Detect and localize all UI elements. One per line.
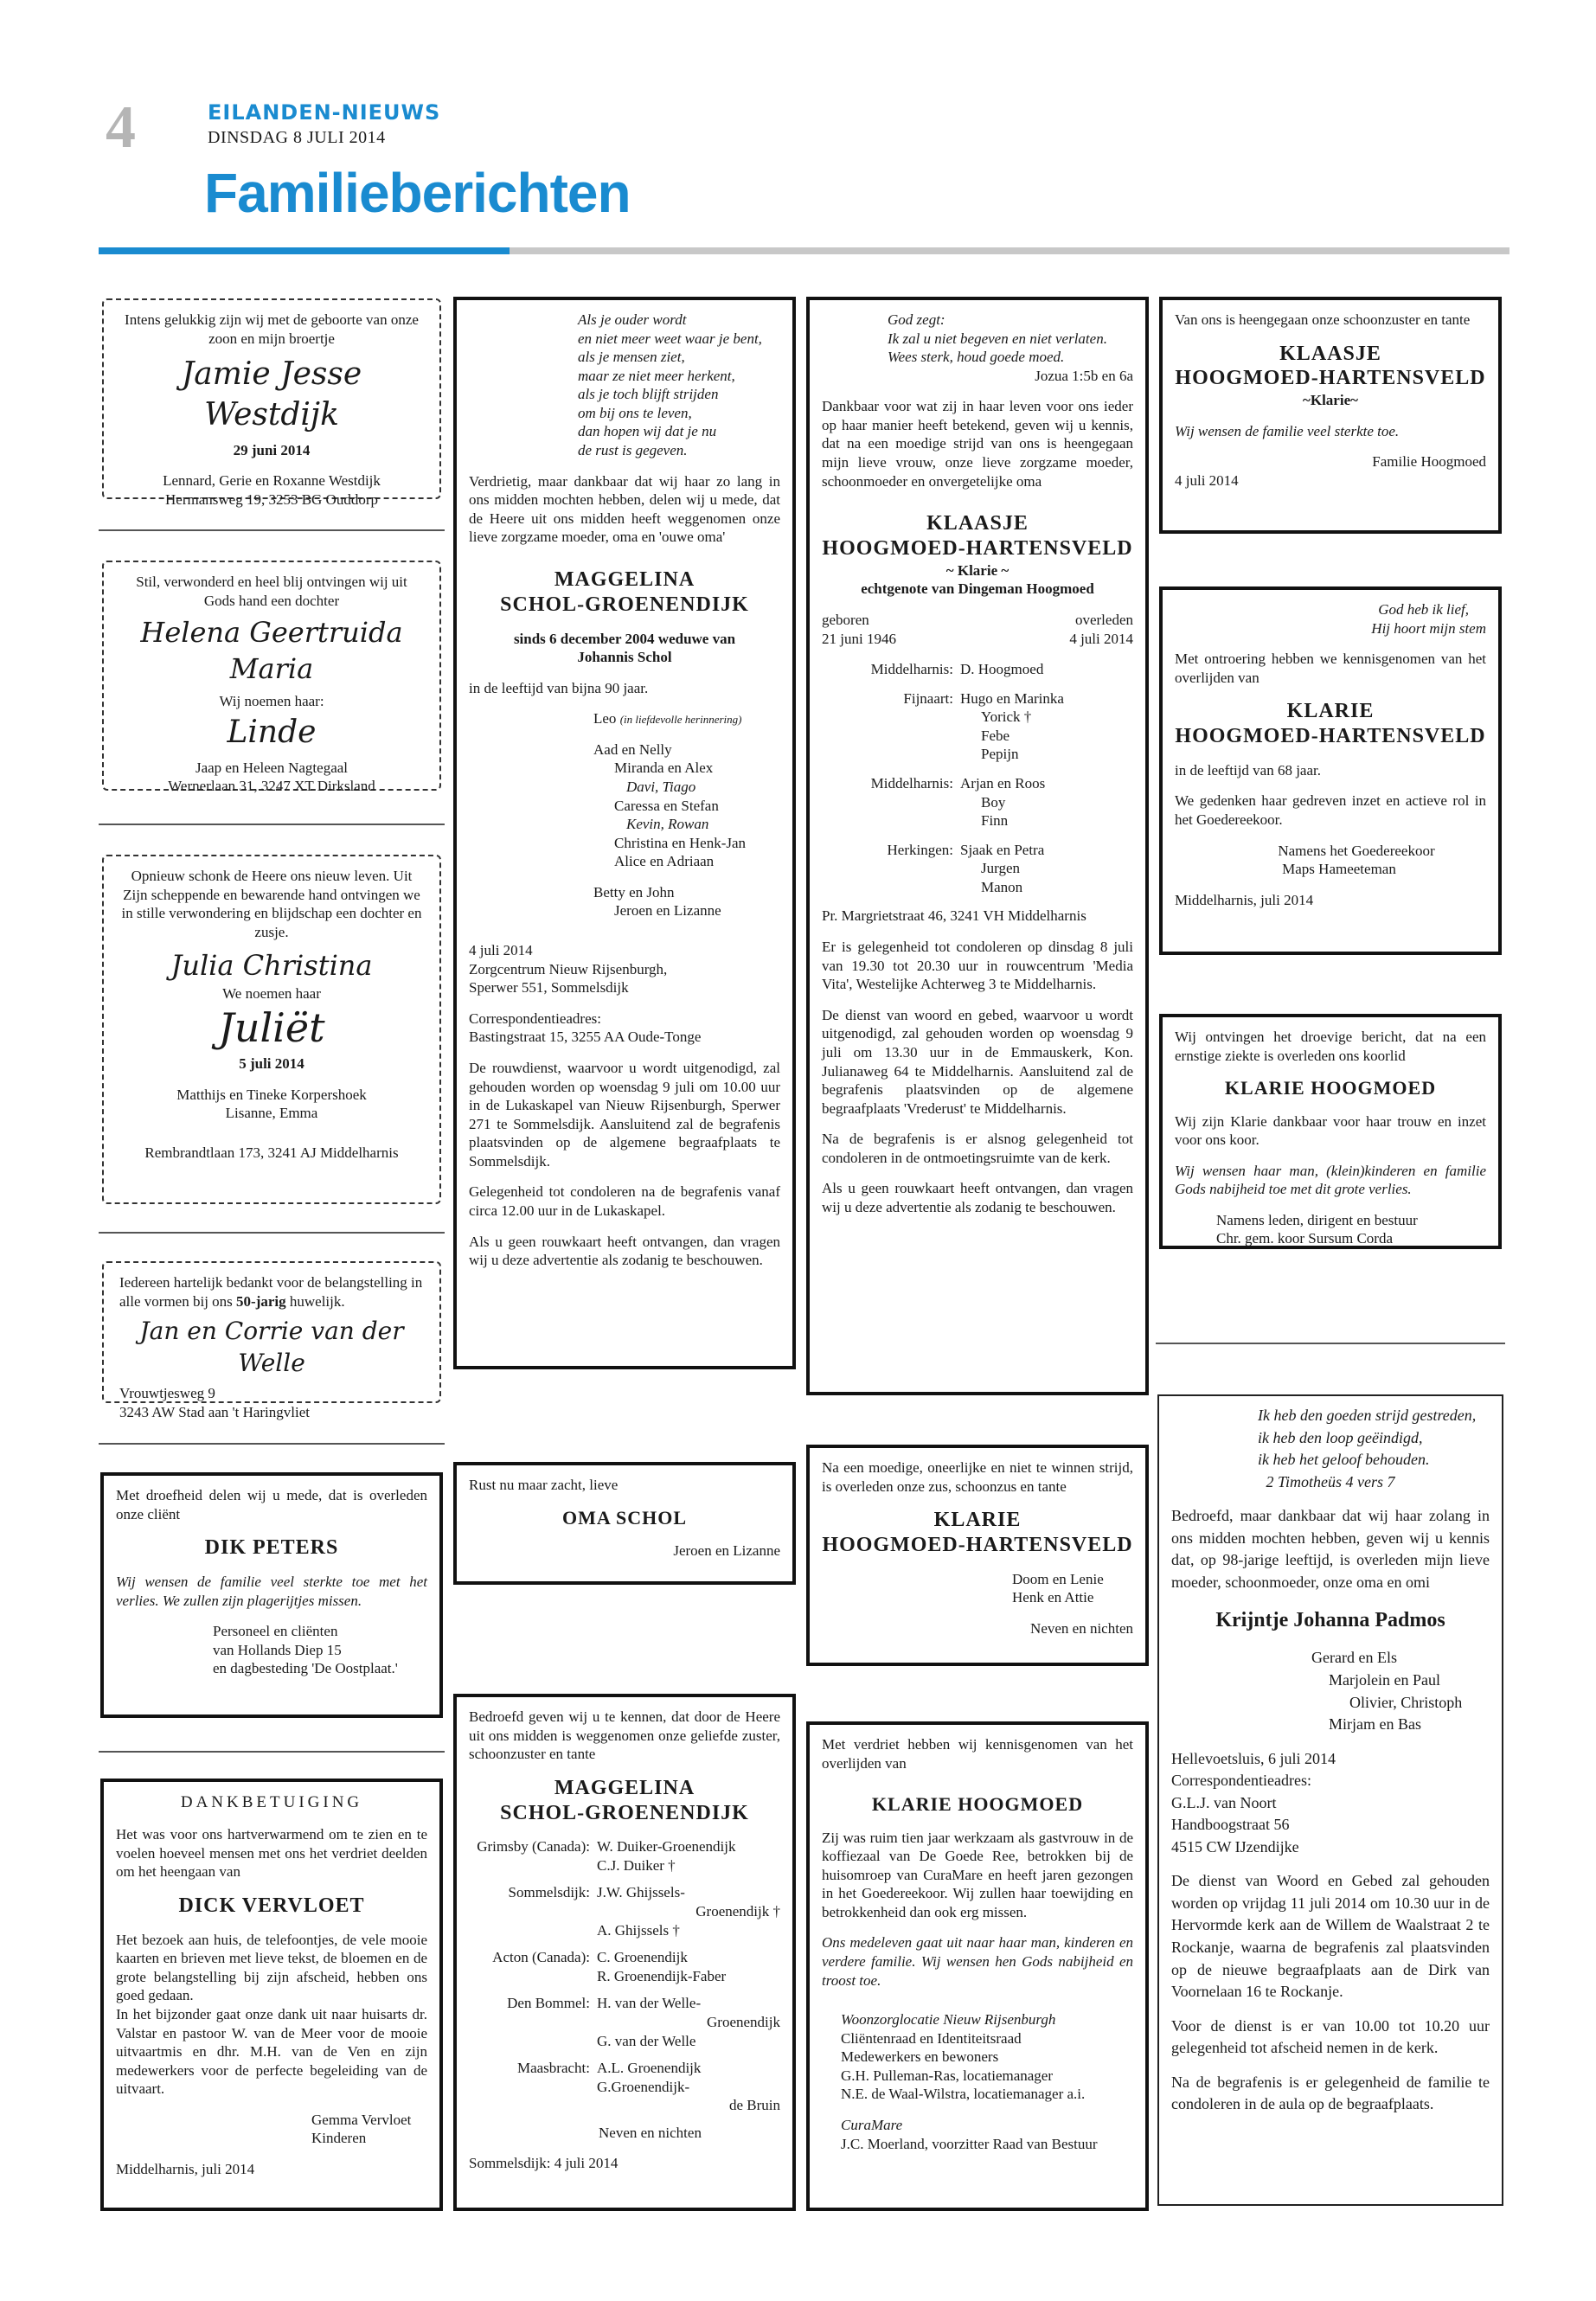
poem — [469, 311, 780, 460]
deceased-name: KLARIE HOOGMOED — [1224, 1077, 1437, 1099]
announcement-intro: Wij ontvingen het droevige bericht, dat na een ernstige ziekte is overleden ons koorlid — [1175, 1029, 1486, 1064]
relative-name: C. Groenendijk — [597, 1949, 688, 1966]
family-member: Kevin, Rowan — [626, 816, 709, 833]
verse-line: ik heb den loop geëindigd, — [1258, 1428, 1423, 1446]
column-divider — [99, 1232, 445, 1234]
address: Wernerlaan 31, 3247 XT Dirksland — [168, 778, 375, 795]
page-number: 4 — [106, 94, 136, 161]
relative-name: Groenendijk — [707, 2013, 780, 2030]
relative-name: Groenendijk † — [695, 1903, 780, 1920]
correspondence-address: Handboogstraat 56 — [1171, 1816, 1290, 1834]
signature-line: J.C. Moerland, voorzitter Raad van Bestuur — [841, 2135, 1098, 2152]
family-member: Mirjam en Bas — [1329, 1715, 1421, 1734]
signature-line: Neven en nichten — [1030, 1619, 1133, 1637]
nephews-nieces: Neven en nichten — [599, 2124, 702, 2141]
signature-line: Jeroen en Lizanne — [673, 1541, 780, 1559]
address: Pr. Margrietstraat 46, 3241 VH Middelharnis — [822, 907, 1086, 925]
relative-name: Arjan en Roos — [960, 775, 1046, 792]
obituary-klarie-choir — [1159, 586, 1502, 955]
relatives-place: Herkingen: — [887, 841, 953, 858]
death-date: 4 juli 2014 — [469, 942, 533, 959]
farewell-info: Voor de dienst is er van 10.00 tot 10.20 uur gelegenheid tot afscheid nemen in de kerk. — [1171, 2016, 1490, 2057]
born-date: 21 juni 1946 — [822, 630, 896, 647]
deceased-name: Krijntje Johanna Padmos — [1215, 1609, 1445, 1632]
family-member: Marjolein en Paul — [1329, 1671, 1440, 1689]
family-member: Alice en Adriaan — [614, 853, 715, 870]
verse-line: ik heb het geloof behouden. — [1258, 1451, 1430, 1469]
relatives-row — [822, 660, 1133, 679]
obituary-maggelina-siblings — [453, 1694, 796, 2211]
verse-reference: 2 Timotheüs 4 vers 7 — [1266, 1472, 1395, 1490]
deceased-name: DIK PETERS — [204, 1536, 339, 1560]
relative-name: J.W. Ghijssels- — [597, 1884, 685, 1901]
announcement-intro: Dankbaar voor wat zij in haar leven voor ons ieder op haar manier heeft betekend, geven wij u kennis, dat na een moedige strijd van ons is heengegaan mijn lieve vrouw, onze lieve zorgzame moeder, schoonmoeder en onvergetelijke oma — [822, 398, 1133, 490]
relatives-place: Middelharnis: — [870, 775, 953, 792]
signature-line: van Hollands Diep 15 — [213, 1641, 342, 1658]
family-member: Aad en Nelly — [593, 740, 672, 758]
born-label: geboren — [822, 611, 869, 628]
relative-name: G.Groenendijk- — [597, 2078, 690, 2095]
correspondence-label: Correspondentieadres: — [469, 1009, 601, 1027]
deceased-surname: HOOGMOED-HARTENSVELD — [822, 537, 1133, 560]
child-name: Helena Geertruida Maria — [140, 616, 403, 685]
deceased-surname: HOOGMOED-HARTENSVELD — [1175, 725, 1486, 748]
relative-name: Yorick † — [981, 708, 1032, 726]
announcement-intro: Rust nu maar zacht, lieve — [469, 1477, 619, 1493]
relatives-row — [469, 1883, 780, 1939]
deceased-first-name: MAGGELINA — [554, 567, 695, 591]
birth-announcement-jamie — [102, 298, 441, 508]
poem-line: Als je ouder wordt — [578, 311, 687, 328]
child-nickname: Linde — [227, 714, 317, 750]
relative-name: Hugo en Marinka — [960, 689, 1064, 707]
relative-name: Finn — [981, 812, 1009, 830]
column-divider — [99, 1751, 445, 1753]
relative-name: H. van der Welle- — [597, 1995, 702, 2012]
family-member: Davi, Tiago — [626, 779, 696, 795]
issue-date: DINSDAG 8 JULI 2014 — [208, 128, 386, 147]
funeral-service: De dienst van woord en gebed, waarvoor u wordt uitgenodigd, zal gehouden worden op woensdag 9 juli om 13.30 uur in de Emmauskerk, Kon. Julianaweg 64 te Middelharnis. Aansluitend zal de begrafenis plaatsvinden op de algemene begraafplaats 'Vrederust' te Middelharnis. — [822, 1006, 1133, 1117]
nickname-label: Wij noemen haar: — [219, 693, 324, 710]
birth-date: 29 juni 2014 — [233, 441, 311, 458]
thanks-text — [119, 1273, 424, 1311]
signature-line: Namens leden, dirigent en bestuur — [1216, 1211, 1418, 1228]
deceased-first-name: KLARIE — [933, 1509, 1022, 1532]
poem-line: dan hopen wij dat je nu — [578, 423, 717, 440]
poem-line: de rust is gegeven. — [578, 442, 688, 459]
condolence-info: Er is gelegenheid tot condoleren op dinsdag 8 juli van 19.30 tot 20.30 uur in rouwcentrum 'Media Vita', Westelijke Achterweg 3 te Middelharnis. — [822, 939, 1133, 993]
signature-line: N.E. de Waal-Wilstra, locatiemanager a.i. — [841, 2086, 1086, 2103]
notice-heading: DANKBETUIGING — [180, 1793, 363, 1811]
relative-name: A. Ghijssels † — [597, 1921, 680, 1939]
funeral-service: De dienst van Woord en Gebed zal gehouden worden op vrijdag 11 juli 2014 om 10.30 uur in de Hervormde kerk aan de Willem de Waalstraat 2 te Rockanje, waarna de begrafenis zal plaatsvinden op de nieuwe begraafplaats aan de Dirk van Voornelaan 16 te Rockanje. — [1171, 1872, 1490, 2001]
relative-name: R. Groenendijk-Faber — [597, 1967, 727, 1984]
column-divider — [99, 824, 445, 825]
thanks-text-bold: 50-jarig — [236, 1292, 286, 1310]
relative-name: C.J. Duiker † — [597, 1856, 676, 1874]
anniversary-thanks — [102, 1261, 441, 1420]
family-member: Caressa en Stefan — [614, 797, 719, 814]
child-name: Julia Christina — [170, 949, 373, 983]
thank-you-dick-vervloet — [100, 1779, 443, 2211]
widow-of: sinds 6 december 2004 weduwe van Johannis Schol — [513, 630, 736, 666]
correspondence-address: G.L.J. van Noort — [1171, 1793, 1277, 1811]
announcement-intro: Bedroefd geven wij u te kennen, dat door de Heere uit ons midden is weggenomen onze geliefde zuster, schoonzuster en tante — [469, 1708, 780, 1763]
tribute-text: We gedenken haar gedreven inzet en actieve rol in het Goedereekoor. — [1175, 792, 1486, 829]
deceased-name: KLARIE HOOGMOED — [871, 1793, 1084, 1816]
deceased-nickname: ~ Klarie ~ — [945, 561, 1010, 579]
child-nickname: Juliët — [218, 1004, 325, 1052]
family-member: Jeroen en Lizanne — [614, 902, 721, 920]
place-date: Hellevoetsluis, 6 juli 2014 — [1171, 1749, 1336, 1767]
relatives-row — [469, 2059, 780, 2115]
header-rule — [510, 247, 1509, 254]
family-member: Olivier, Christoph — [1349, 1693, 1463, 1711]
memorial-note: (in liefdevolle herinnering) — [619, 713, 742, 727]
relative-name: Manon — [981, 878, 1023, 895]
bible-verse — [1171, 1405, 1490, 1471]
correspondence-address: 4515 CW IJzendijke — [1171, 1837, 1299, 1856]
announcement-intro: Van ons is heengegaan onze schoonzuster en tante — [1175, 311, 1471, 328]
announcement-intro: Met ontroering hebben we kennisgenomen van het overlijden van — [1175, 651, 1486, 686]
relatives-row — [822, 774, 1133, 830]
announcement-intro: Met verdriet hebben wij kennisgenomen van het overlijden van — [822, 1736, 1133, 1772]
signature-line: Familie Hoogmoed — [1372, 453, 1486, 471]
verse-line: God heb ik lief, — [1378, 601, 1469, 618]
deceased-surname: SCHOL-GROENENDIJK — [500, 1801, 749, 1824]
signature-line: Personeel en cliënten — [213, 1623, 338, 1640]
no-card-notice: Als u geen rouwkaart heeft ontvangen, dan vragen wij u deze advertentie als zodanig te beschouwen. — [469, 1233, 780, 1269]
condolence-wish: Wij wensen haar man, (klein)kinderen en familie Gods nabijheid toe met dit grote verlies. — [1175, 1162, 1486, 1198]
life-dates — [822, 611, 1133, 648]
relative-name: Pepijn — [981, 746, 1019, 763]
verse-line: Ik heb den goeden strijd gestreden, — [1258, 1407, 1477, 1424]
died-date: 4 juli 2014 — [1069, 630, 1133, 647]
relative-name: W. Duiker-Groenendijk — [597, 1838, 736, 1856]
location: Sperwer 551, Sommelsdijk — [469, 979, 629, 997]
location: Zorgcentrum Nieuw Rijsenburgh, — [469, 960, 668, 977]
signature-line: Henk en Attie — [1012, 1589, 1094, 1606]
couple-names: Jan en Corrie van der Welle — [139, 1317, 404, 1377]
family-member: Leo — [593, 710, 617, 727]
birth-announcement-linde — [102, 561, 441, 795]
deceased-first-name: MAGGELINA — [554, 1776, 695, 1799]
verse-line: God zegt: — [888, 311, 945, 328]
organisation: Woonzorglocatie Nieuw Rijsenburgh — [841, 2011, 1056, 2029]
signature-line: Doom en Lenie — [1012, 1570, 1104, 1587]
announcement-intro: Opnieuw schonk de Heere ons nieuw leven. Uit Zijn scheppende en bewarende hand ontvingen we in stille verwondering en blijdschap een dochter en zusje. — [121, 868, 422, 940]
obituary-klaasje-family — [806, 297, 1149, 1395]
parents: Lennard, Gerie en Roxanne Westdijk — [163, 472, 381, 490]
place-date: 4 juli 2014 — [1175, 471, 1239, 489]
relatives-place: Middelharnis: — [870, 661, 953, 678]
family-member: Christina en Henk-Jan — [614, 834, 747, 851]
relative-name: Boy — [981, 793, 1006, 811]
deceased-first-name: KLAASJE — [1279, 342, 1381, 365]
condolence-info: Gelegenheid tot condoleren na de begrafenis vanaf circa 12.00 uur in de Lukaskapel. — [469, 1183, 780, 1219]
parents: Matthijs en Tineke Korpershoek — [176, 1086, 367, 1103]
family-member: Betty en John — [593, 883, 675, 901]
poem-line: als je mensen ziet, — [578, 349, 685, 366]
relative-name: G. van der Welle — [597, 2032, 696, 2049]
relative-name: Jurgen — [981, 860, 1021, 877]
announcement-intro: Bedroefd, maar dankbaar dat wij haar zolang in ons midden mochten hebben, geven wij u kennis dat, op 98-jarige leeftijd, is overleden mijn lieve moeder, schoonmoeder, onze oma en omi — [1171, 1507, 1490, 1591]
deceased-nickname: ~Klarie~ — [1303, 392, 1358, 409]
relatives-row — [469, 1837, 780, 1875]
obituary-klaasje-inlaws — [1159, 297, 1502, 534]
family-member: Miranda en Alex — [614, 760, 714, 777]
announcement-intro: Na een moedige, oneerlijke en niet te winnen strijd, is overleden onze zus, schoonzus en tante — [822, 1459, 1133, 1495]
condolence-info: Na de begrafenis is er gelegenheid de familie te condoleren in de aula op de begraafplaats. — [1171, 2073, 1490, 2113]
tribute-text: Wij zijn Klarie dankbaar voor haar trouw en inzet voor ons koor. — [1175, 1112, 1486, 1149]
signature-line: Kinderen — [311, 2130, 367, 2147]
no-card-notice: Als u geen rouwkaart heeft ontvangen, dan vragen wij u deze advertentie als zodanig te beschouwen. — [822, 1180, 1133, 1215]
announcement-intro: Het was voor ons hartverwarmend om te zien en te voelen hoeveel mensen met ons het verdriet deelden om het heengaan van — [116, 1826, 427, 1881]
relative-name: Sjaak en Petra — [960, 841, 1045, 858]
place-date: Sommelsdijk: 4 juli 2014 — [469, 2155, 619, 2172]
header-rule-accent — [99, 247, 510, 254]
relatives-place: Sommelsdijk: — [508, 1884, 590, 1901]
obituary-krijntje-padmos — [1157, 1394, 1503, 2206]
correspondence-label: Correspondentieadres: — [1171, 1772, 1311, 1790]
obituary-klarie-sursum-corda — [1159, 1014, 1502, 1249]
signature-line: Medewerkers en bewoners — [841, 2048, 999, 2066]
street: Vrouwtjesweg 9 — [119, 1384, 215, 1401]
address: Hermansweg 19, 3253 BG Ouddorp — [165, 490, 378, 508]
poem-line: om bij ons te leven, — [578, 404, 692, 421]
poem-line: maar ze niet meer herkent, — [578, 367, 735, 384]
verse-line: Ik zal u niet begeven en niet verlaten. — [888, 330, 1107, 347]
age-at-death: in de leeftijd van 68 jaar. — [1175, 761, 1321, 779]
relatives-row — [822, 689, 1133, 764]
place-date: Middelharnis, juli 2014 — [116, 2161, 255, 2178]
deceased-surname: HOOGMOED-HARTENSVELD — [822, 1533, 1133, 1556]
relatives-place: Den Bommel: — [507, 1995, 590, 2012]
place-date: Middelharnis, juli 2014 — [1175, 891, 1314, 908]
deceased-first-name: KLARIE — [1286, 700, 1375, 723]
obituary-maggelina-family — [453, 297, 796, 1369]
birth-announcement-juliet — [102, 855, 441, 1204]
thanks-text-a: Iedereen hartelijk bedankt voor de belangstelling in alle vormen bij ons — [119, 1274, 423, 1310]
column-divider — [99, 529, 445, 531]
relatives-row — [469, 1948, 780, 1985]
obituary-klarie-work — [806, 1721, 1149, 2211]
organisation: CuraMare — [841, 2117, 903, 2134]
column-divider — [99, 1443, 445, 1445]
signature-line: G.H. Pulleman-Ras, locatiemanager — [841, 2067, 1054, 2084]
condolence-wish: Ons medeleven gaat uit naar haar man, kinderen en verdere familie. Wij wensen hen Gods nabijheid en troost toe. — [822, 1934, 1133, 1989]
verse-line: Hij hoort mijn stem — [1371, 619, 1486, 637]
poem-line: en niet meer weet waar je bent, — [578, 330, 762, 347]
bible-verse — [822, 311, 1133, 367]
signature-line: Namens het Goedereekoor — [1278, 842, 1435, 859]
announcement-intro: Intens gelukkig zijn wij met de geboorte van onze zoon en mijn broertje — [125, 311, 419, 347]
family-list — [469, 740, 780, 920]
signature-line: Chr. gem. koor Sursum Corda — [1216, 1230, 1393, 1247]
poem-line: als je toch blijft strijden — [578, 386, 719, 403]
relative-name: A.L. Groenendijk — [597, 2060, 702, 2077]
thanks-paragraph: In het bijzonder gaat onze dank uit naar huisarts dr. Valstar en pastoor W. van de Meer voor de mooie uitvaartmis en dhr. M.H. van de Ven en zijn medewerkers voor de perfecte begeleiding van de uitvaart. — [116, 2005, 427, 2098]
siblings: Lisanne, Emma — [225, 1105, 318, 1122]
announcement-intro: Met droefheid delen wij u mede, dat is overleden onze cliënt — [116, 1487, 427, 1522]
obituary-klarie-sister — [806, 1445, 1149, 1666]
obituary-oma-schol — [453, 1462, 796, 1585]
condolence-wish: Wij wensen de familie veel sterkte toe met het verlies. We zullen zijn plagerijtjes missen. — [116, 1573, 427, 1609]
signature-line: Maps Hameeteman — [1282, 861, 1396, 878]
announcement-intro: Stil, verwonderd en heel blij ontvingen wij uit Gods hand een dochter — [136, 574, 407, 609]
deceased-surname: SCHOL-GROENENDIJK — [500, 593, 749, 616]
verse-line: Wees sterk, houd goede moed. — [888, 349, 1065, 366]
newspaper-logo: EILANDEN-NIEUWS — [208, 100, 441, 125]
relatives-place: Acton (Canada): — [492, 1949, 590, 1966]
age-at-death: in de leeftijd van bijna 90 jaar. — [469, 679, 649, 696]
signature-line: Cliëntenraad en Identiteitsraad — [841, 2029, 1022, 2047]
after-funeral: Na de begrafenis is er alsnog gelegenheid tot condoleren in de ontmoetingsruimte van de kerk. — [822, 1131, 1133, 1166]
relatives-place: Fijnaart: — [903, 689, 953, 707]
relatives-row — [469, 1994, 780, 2050]
signature-line: en dagbesteding 'De Oostplaat.' — [213, 1660, 398, 1677]
thanks-paragraph: Het bezoek aan huis, de telefoontjes, de vele mooie kaarten en brieven met lieve tekst, de bloemen en de grote belangstelling bij zijn afscheid, hebben ons goed gedaan. — [116, 1931, 427, 2004]
funeral-service: De rouwdienst, waarvoor u wordt uitgenodigd, zal gehouden worden op woensdag 9 juli om 10.00 uur in de Lukaskapel van Nieuw Rijsenburgh, Sperwer 271 te Sommelsdijk. Aansluitend zal de begrafenis plaatsvinden op de algemene begraafplaats te Sommelsdijk. — [469, 1059, 780, 1170]
address: Rembrandtlaan 173, 3241 AJ Middelharnis — [144, 1144, 399, 1162]
relatives-place: Maasbracht: — [516, 2060, 590, 2077]
relative-name: Febe — [981, 727, 1010, 744]
section-title: Familieberichten — [204, 162, 631, 224]
announcement-intro: Verdrietig, maar dankbaar dat wij haar zo lang in ons midden mochten hebben, delen wij u mede, dat de Heere uit ons midden heeft weggenomen onze lieve zorgzame moeder, oma en 'ouwe oma' — [469, 472, 780, 546]
relative-name: D. Hoogmoed — [960, 661, 1044, 678]
child-name: Jamie Jesse Westdijk — [181, 356, 362, 433]
deceased-name: DICK VERVLOET — [178, 1894, 365, 1917]
relative-name: de Bruin — [728, 2097, 780, 2114]
tribute-text: Zij was ruim tien jaar werkzaam als gastvrouw in de koffiezaal van De Goede Ree, betrokken bij de huisomroep van CuraMare en heeft jaren gezongen in het Goedereekoor. Wij zullen haar toewijding en betrokkenheid dan ook erg missen. — [822, 1829, 1133, 1920]
family-member: Gerard en Els — [1311, 1649, 1397, 1667]
column-divider — [1156, 1343, 1505, 1344]
deceased-first-name: KLAASJE — [926, 512, 1029, 535]
thanks-text-b: huwelijk. — [285, 1292, 345, 1310]
relatives-row — [822, 841, 1133, 897]
city: 3243 AW Stad aan 't Haringvliet — [119, 1403, 310, 1420]
relatives-place: Grimsby (Canada): — [477, 1838, 590, 1856]
parents: Jaap en Heleen Nagtegaal — [195, 759, 349, 776]
correspondence-address: Bastingstraat 15, 3255 AA Oude-Tonge — [469, 1029, 702, 1046]
deceased-name: OMA SCHOL — [561, 1506, 688, 1529]
birth-date: 5 juli 2014 — [239, 1055, 304, 1073]
condolence-wish: Wij wensen de familie veel sterkte toe. — [1175, 422, 1400, 439]
died-label: overleden — [1074, 611, 1133, 628]
spouse-of: echtgenote van Dingeman Hoogmoed — [861, 580, 1094, 598]
verse-reference: Jozua 1:5b en 6a — [1035, 367, 1133, 384]
nickname-label: We noemen haar — [222, 984, 321, 1002]
obituary-dik-peters — [100, 1472, 443, 1718]
signature-line: Gemma Vervloet — [311, 2111, 412, 2128]
deceased-surname: HOOGMOED-HARTENSVELD — [1175, 367, 1486, 390]
